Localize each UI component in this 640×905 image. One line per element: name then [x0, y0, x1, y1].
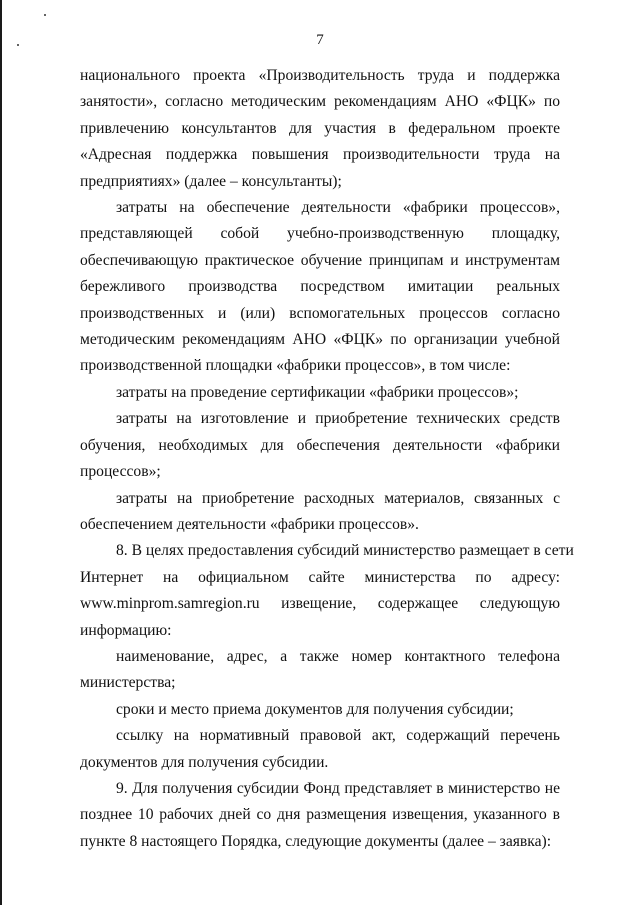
text-line: затраты на изготовление и приобретение технических средств [116, 410, 560, 428]
scan-left-edge [0, 0, 2, 905]
text-line: министерства; [80, 674, 176, 692]
page-number: 7 [316, 32, 324, 48]
text-line: сроки и место приема документов для получения субсидии; [116, 700, 514, 718]
text-line: методическим рекомендациям АНО «ФЦК» по организации учебной [80, 331, 560, 349]
text-line: бережливого производства посредством имитации реальных [80, 278, 560, 296]
text-line: затраты на проведение сертификации «фабрики процессов»; [116, 383, 519, 401]
text-line: информацию: [80, 621, 172, 639]
text-line: ссылку на нормативный правовой акт, содержащий перечень [116, 727, 560, 745]
document-body [80, 63, 574, 855]
text-line: затраты на обеспечение деятельности «фабрики процессов», [116, 199, 560, 217]
text-line: обеспечивающую практическое обучение принципам и инструментам [80, 251, 560, 269]
text-line: позднее 10 рабочих дней со дня размещения извещения, указанного в [80, 806, 560, 824]
text-line: «Адресная поддержка повышения производительности труда на [80, 146, 560, 164]
text-line: 8. В целях предоставления субсидий министерство размещает в сети [116, 542, 574, 560]
text-line: занятости», согласно методическим рекомендациям АНО «ФЦК» по [80, 93, 560, 111]
text-line: обеспечением деятельности «фабрики процессов». [80, 515, 419, 533]
text-line: национального проекта «Производительность труда и поддержка [80, 67, 560, 84]
text-line: привлечению консультантов для участия в федеральном проекте [80, 119, 560, 137]
text-line: www.minprom.samregion.ru извещение, содержащее следующую [80, 595, 560, 613]
text-line: документов для получения субсидии. [80, 753, 329, 771]
text-line: 9. Для получения субсидии Фонд представляет в министерство не [116, 779, 560, 797]
text-line: процессов»; [80, 463, 161, 481]
text-line: производственной площадки «фабрики процессов», в том числе: [80, 357, 511, 375]
text-line: представляющей собой учебно-производственную площадку, [80, 225, 560, 243]
scan-speck [44, 14, 46, 16]
text-line: наименование, адрес, а также номер контактного телефона [116, 647, 560, 665]
text-line: пункте 8 настоящего Порядка, следующие документы (далее – заявка): [80, 832, 552, 850]
text-line: предприятиях» (далее – консультанты); [80, 172, 342, 190]
text-line: производственных и (или) вспомогательных процессов согласно [80, 304, 560, 322]
text-line: обучения, необходимых для обеспечения деятельности «фабрики [80, 436, 560, 454]
text-line: Интернет на официальном сайте министерства по адресу: [80, 568, 560, 586]
text-line: затраты на приобретение расходных материалов, связанных с [116, 489, 560, 507]
